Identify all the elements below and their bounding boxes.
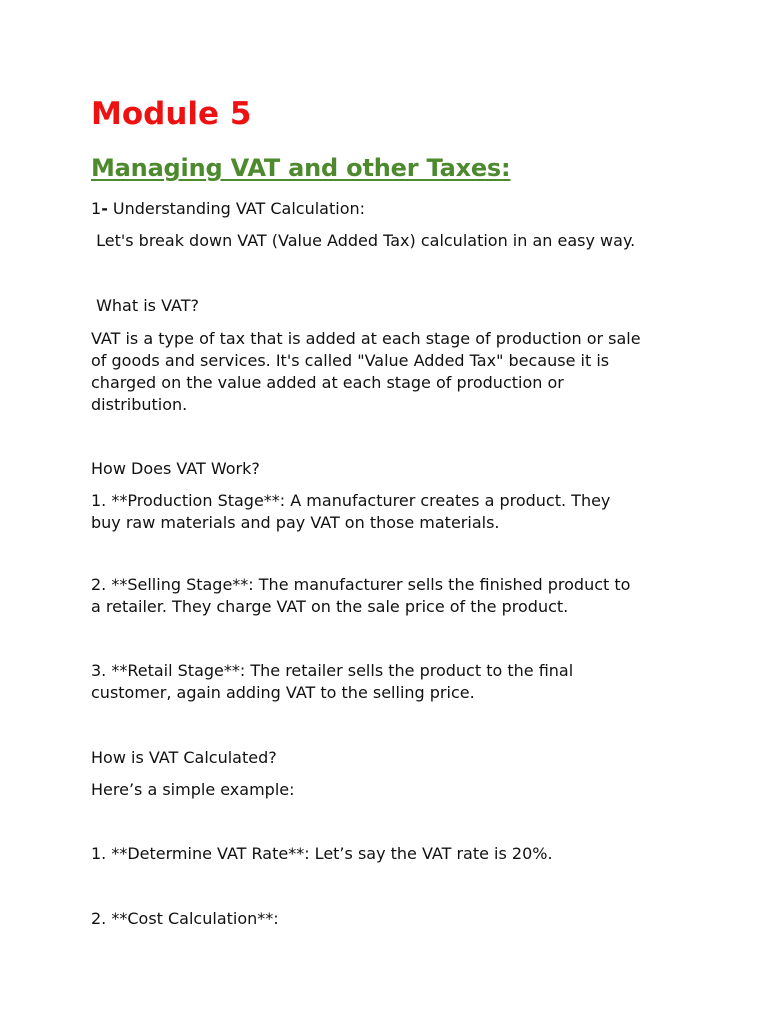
what-is-vat-question: What is VAT? <box>91 296 199 315</box>
section-title: Managing VAT and other Taxes: <box>91 154 511 182</box>
cost-calculation-step: 2. **Cost Calculation**: <box>91 909 279 928</box>
retail-stage-line-1: 3. **Retail Stage**: The retailer sells the product to the final <box>91 661 574 680</box>
intro-lead: Let's break down VAT (Value Added Tax) calculation in an easy way. <box>91 231 636 250</box>
example-intro: Here’s a simple example: <box>91 780 295 799</box>
what-is-vat-line-3: charged on the value added at each stage of production or <box>91 373 564 392</box>
intro-dash: - <box>101 199 108 218</box>
what-is-vat-line-4: distribution. <box>91 395 188 414</box>
what-is-vat-line-2: of goods and services. It's called "Value Added Tax" because it is <box>91 351 610 370</box>
production-stage-line-2: buy raw materials and pay VAT on those materials. <box>91 513 500 532</box>
retail-stage-line-2: customer, again adding VAT to the selling price. <box>91 683 475 702</box>
what-is-vat-line-1: VAT is a type of tax that is added at each stage of production or sale <box>91 329 641 348</box>
intro-heading-text: Understanding VAT Calculation: <box>107 199 366 218</box>
intro-number: 1 <box>91 199 102 218</box>
how-calculated-question: How is VAT Calculated? <box>91 748 277 767</box>
determine-rate-step: 1. **Determine VAT Rate**: Let’s say the VAT rate is 20%. <box>91 844 553 863</box>
production-stage-line-1: 1. **Production Stage**: A manufacturer creates a product. They <box>91 491 611 510</box>
intro-heading <box>91 198 365 220</box>
selling-stage-line-2: a retailer. They charge VAT on the sale price of the product. <box>91 597 569 616</box>
module-title: Module 5 <box>91 96 252 132</box>
selling-stage-line-1: 2. **Selling Stage**: The manufacturer sells the finished product to <box>91 575 631 594</box>
how-works-question: How Does VAT Work? <box>91 459 260 478</box>
